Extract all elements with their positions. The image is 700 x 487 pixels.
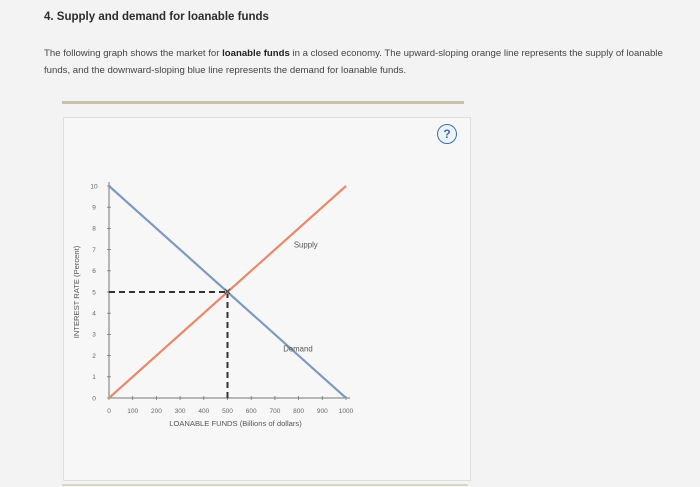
y-tick-label: 5 bbox=[92, 289, 96, 297]
demand-label: Demand bbox=[283, 344, 313, 354]
question-text-line-1-start: The following graph shows the market for bbox=[44, 48, 223, 59]
y-axis-title: INTEREST RATE (Percent) bbox=[72, 245, 81, 339]
y-tick-label: 9 bbox=[92, 204, 96, 212]
y-tick-label: 0 bbox=[92, 395, 96, 403]
y-tick-label: 3 bbox=[92, 331, 96, 339]
supply-label: Supply bbox=[293, 240, 318, 250]
x-tick-label: 700 bbox=[269, 408, 281, 415]
x-tick-label: 900 bbox=[316, 408, 328, 415]
question-text-line-1-end: in a closed economy. The upward-sloping orange line represents the supply of loanable bbox=[289, 48, 663, 59]
question-title: 4. Supply and demand for loanable funds bbox=[44, 11, 269, 23]
x-tick-label: 600 bbox=[245, 408, 257, 415]
x-tick-label: 100 bbox=[127, 408, 139, 415]
x-tick-label: 800 bbox=[293, 408, 305, 415]
y-tick-label: 2 bbox=[92, 352, 96, 360]
y-tick-label: 1 bbox=[92, 374, 96, 382]
question-circle-icon[interactable]: ? bbox=[437, 124, 457, 144]
y-tick-label: 7 bbox=[92, 246, 96, 254]
question-text-bold-term: loanable funds bbox=[222, 48, 290, 59]
x-axis-title: LOANABLE FUNDS (Billions of dollars) bbox=[169, 419, 302, 428]
y-tick-label: 8 bbox=[92, 225, 96, 233]
y-tick-label: 4 bbox=[92, 310, 96, 318]
x-tick-label: 400 bbox=[198, 408, 210, 415]
x-tick-label: 300 bbox=[174, 408, 186, 415]
y-tick-label: 6 bbox=[92, 268, 96, 276]
equilibrium-point-marker: ✕ bbox=[223, 287, 232, 298]
bottom-divider bbox=[62, 484, 468, 486]
y-tick-label: 10 bbox=[90, 183, 98, 191]
x-tick-label: 500 bbox=[222, 408, 233, 415]
x-tick-label: 1000 bbox=[338, 408, 354, 415]
question-text-line-2: funds, and the downward-sloping blue line represents the demand for loanable funds. bbox=[44, 65, 407, 76]
x-tick-label: 0 bbox=[107, 408, 111, 415]
x-tick-label: 200 bbox=[150, 408, 162, 415]
